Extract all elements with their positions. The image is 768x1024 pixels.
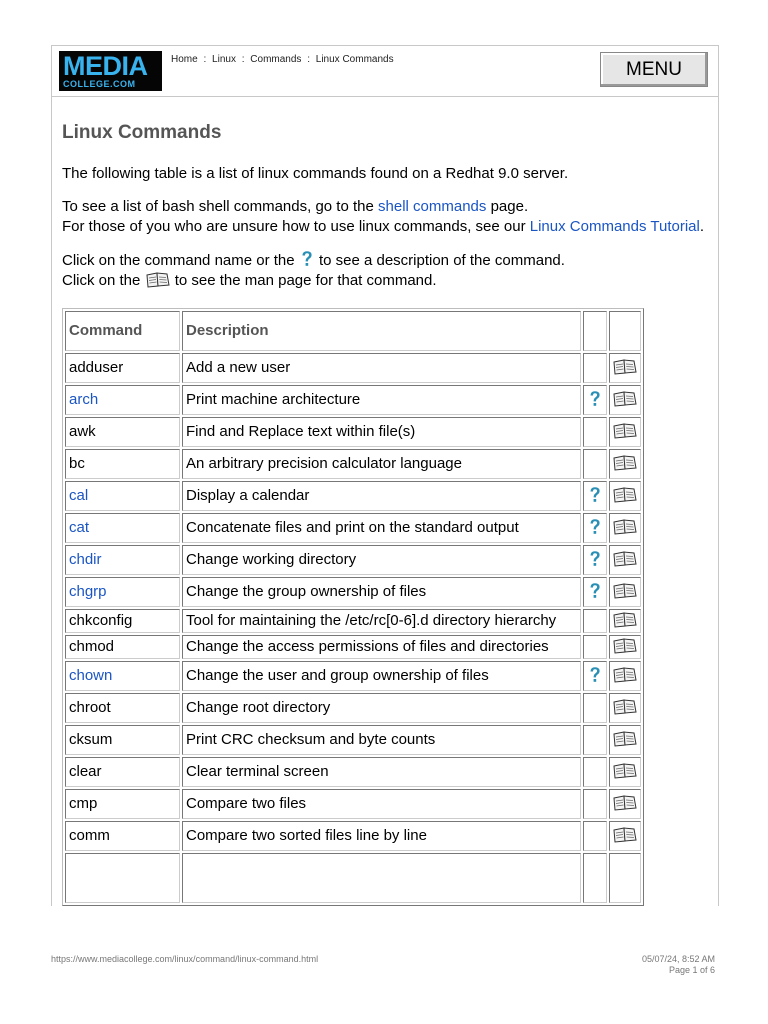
- breadcrumb-linux[interactable]: Linux: [212, 54, 236, 65]
- breadcrumb-separator: :: [241, 54, 245, 65]
- man-page-cell: [609, 577, 641, 607]
- command-description-cell: Print machine architecture: [182, 385, 581, 415]
- help-cell: [583, 481, 607, 511]
- text: To see a list of bash shell commands, go to the: [62, 198, 379, 215]
- command-description-cell: Compare two files: [182, 789, 581, 819]
- man-page-cell: [609, 385, 641, 415]
- help-cell: [583, 513, 607, 543]
- table-row: [65, 417, 641, 447]
- command-link[interactable]: cat: [69, 519, 90, 536]
- man-page-cell: [609, 661, 641, 691]
- text: page.: [486, 198, 529, 215]
- open-book-icon[interactable]: [612, 359, 638, 376]
- question-mark-icon: [299, 250, 315, 268]
- help-cell: [583, 353, 607, 383]
- man-page-cell: [609, 545, 641, 575]
- man-page-cell: [609, 693, 641, 723]
- command-name-cell: [65, 385, 180, 415]
- command-name: chroot: [69, 699, 111, 716]
- help-cell: [583, 449, 607, 479]
- open-book-icon: [145, 271, 171, 289]
- open-book-icon[interactable]: [612, 487, 638, 504]
- command-name: chmod: [69, 638, 115, 655]
- question-mark-icon[interactable]: [587, 392, 603, 409]
- command-link[interactable]: arch: [69, 391, 99, 408]
- command-name-cell: [65, 821, 180, 851]
- table-row: [65, 661, 641, 691]
- help-cell: [583, 545, 607, 575]
- column-header-command: Command: [65, 311, 180, 351]
- open-book-icon[interactable]: [612, 455, 638, 472]
- command-description-cell: Compare two sorted files line by line: [182, 821, 581, 851]
- help-cell: [583, 577, 607, 607]
- command-name-cell: [65, 853, 180, 903]
- table-row: [65, 821, 641, 851]
- table-row: [65, 853, 641, 903]
- command-link[interactable]: chown: [69, 667, 113, 684]
- man-instruction-line: [62, 271, 708, 291]
- command-name: clear: [69, 763, 102, 780]
- command-name: bc: [69, 455, 85, 472]
- man-page-cell: [609, 635, 641, 659]
- breadcrumb-separator: :: [203, 54, 207, 65]
- help-cell: [583, 693, 607, 723]
- help-cell: [583, 821, 607, 851]
- table-row: [65, 789, 641, 819]
- table-row: [65, 449, 641, 479]
- breadcrumb-current: Linux Commands: [315, 54, 394, 65]
- help-cell: [583, 635, 607, 659]
- command-description-cell: Concatenate files and print on the standard output: [182, 513, 581, 543]
- command-link[interactable]: cal: [69, 487, 89, 504]
- page-title: Linux Commands: [62, 122, 222, 143]
- help-cell: [583, 609, 607, 633]
- breadcrumb-separator: :: [307, 54, 310, 65]
- table-row: [65, 609, 641, 633]
- command-description-cell: Add a new user: [182, 353, 581, 383]
- command-description-cell: Change the access permissions of files and directories: [182, 635, 581, 659]
- command-link[interactable]: chgrp: [69, 583, 107, 600]
- command-description-cell: Display a calendar: [182, 481, 581, 511]
- table-row: [65, 725, 641, 755]
- command-name-cell: [65, 693, 180, 723]
- command-name-cell: [65, 577, 180, 607]
- question-mark-icon[interactable]: [587, 668, 603, 685]
- open-book-icon[interactable]: [612, 391, 638, 408]
- intro-text: The following table is a list of linux commands found on a Redhat 9.0 server.: [62, 165, 569, 182]
- man-page-cell: [609, 417, 641, 447]
- open-book-icon[interactable]: [612, 519, 638, 536]
- command-description-cell: Print CRC checksum and byte counts: [182, 725, 581, 755]
- table-row: [65, 757, 641, 787]
- man-page-cell: [609, 757, 641, 787]
- command-name-cell: [65, 545, 180, 575]
- command-description-cell: Change working directory: [182, 545, 581, 575]
- man-page-cell: [609, 513, 641, 543]
- site-header: [52, 46, 718, 97]
- question-mark-icon[interactable]: [587, 552, 603, 569]
- question-mark-icon[interactable]: [587, 520, 603, 537]
- open-book-icon[interactable]: [612, 795, 638, 812]
- man-page-cell: [609, 789, 641, 819]
- help-cell: [583, 661, 607, 691]
- command-name-cell: [65, 661, 180, 691]
- table-row: [65, 635, 641, 659]
- open-book-icon[interactable]: [612, 423, 638, 440]
- breadcrumb-commands[interactable]: Commands: [250, 54, 302, 65]
- command-name-cell: [65, 635, 180, 659]
- breadcrumb-home[interactable]: Home: [171, 54, 198, 65]
- table-row: [65, 545, 641, 575]
- command-description-cell: [182, 853, 581, 903]
- text: Click on the command name or the: [62, 252, 299, 269]
- footer-date: [642, 954, 715, 976]
- footer-page-number: Page 1 of 6: [668, 965, 715, 975]
- text: to see the man page for that command.: [170, 272, 437, 289]
- open-book-icon[interactable]: [612, 699, 638, 716]
- command-name: awk: [69, 423, 96, 440]
- command-description-cell: Change root directory: [182, 693, 581, 723]
- command-name-cell: [65, 789, 180, 819]
- main-content: [52, 121, 718, 906]
- site-logo[interactable]: [59, 51, 162, 91]
- open-book-icon[interactable]: [612, 638, 638, 655]
- table-row: [65, 693, 641, 723]
- command-description-cell: An arbitrary precision calculator language: [182, 449, 581, 479]
- linux-commands-tutorial-link[interactable]: Linux Commands Tutorial: [529, 218, 700, 235]
- command-name-cell: [65, 609, 180, 633]
- man-page-cell: [609, 353, 641, 383]
- page-container: [51, 45, 719, 906]
- column-header-help: [583, 311, 607, 351]
- logo-subtext: COLLEGE.COM: [63, 79, 136, 89]
- command-description-cell: Change the group ownership of files: [182, 577, 581, 607]
- help-cell: [583, 757, 607, 787]
- table-row: [65, 577, 641, 607]
- table-row: [65, 353, 641, 383]
- man-page-cell: [609, 609, 641, 633]
- table-header-row: [65, 311, 641, 351]
- column-header-man: [609, 311, 641, 351]
- table-row: [65, 385, 641, 415]
- command-description-cell: Change the user and group ownership of files: [182, 661, 581, 691]
- help-cell: [583, 725, 607, 755]
- command-name: cmp: [69, 795, 98, 812]
- help-instruction-line: [62, 250, 708, 271]
- shell-commands-line: [62, 197, 708, 217]
- command-name-cell: [65, 417, 180, 447]
- command-name-cell: [65, 449, 180, 479]
- command-name-cell: [65, 513, 180, 543]
- help-cell: [583, 853, 607, 903]
- command-name: chkconfig: [69, 612, 133, 629]
- command-name: cksum: [69, 731, 113, 748]
- open-book-icon[interactable]: [612, 612, 638, 629]
- menu-button[interactable]: MENU: [600, 52, 708, 87]
- command-name: adduser: [69, 359, 124, 376]
- text: Click on the: [62, 272, 145, 289]
- text: For those of you who are unsure how to use linux commands, see our: [62, 218, 530, 235]
- shell-commands-link[interactable]: shell commands: [378, 198, 487, 215]
- breadcrumb: [171, 54, 394, 65]
- footer-timestamp: 05/07/24, 8:52 AM: [641, 954, 715, 964]
- open-book-icon[interactable]: [612, 763, 638, 780]
- man-page-cell: [609, 821, 641, 851]
- man-page-cell: [609, 449, 641, 479]
- column-header-description: Description: [182, 311, 581, 351]
- question-mark-icon[interactable]: [587, 488, 603, 505]
- tutorial-line: [62, 217, 708, 237]
- man-page-cell: [609, 853, 641, 903]
- man-page-cell: [609, 481, 641, 511]
- text: to see a description of the command.: [314, 252, 565, 269]
- command-description-cell: Find and Replace text within file(s): [182, 417, 581, 447]
- open-book-icon[interactable]: [612, 731, 638, 748]
- command-link[interactable]: chdir: [69, 551, 102, 568]
- command-name-cell: [65, 725, 180, 755]
- help-cell: [583, 385, 607, 415]
- commands-table: [62, 308, 644, 906]
- open-book-icon[interactable]: [612, 827, 638, 844]
- command-name-cell: [65, 481, 180, 511]
- command-description-cell: Clear terminal screen: [182, 757, 581, 787]
- command-name: comm: [69, 827, 110, 844]
- footer-url: https://www.mediacollege.com/linux/command/linux-command.html: [51, 954, 319, 964]
- text: .: [699, 218, 704, 235]
- command-name-cell: [65, 353, 180, 383]
- help-cell: [583, 789, 607, 819]
- table-row: [65, 513, 641, 543]
- logo-text: MEDIA: [63, 51, 148, 81]
- open-book-icon[interactable]: [612, 551, 638, 568]
- command-description-cell: Tool for maintaining the /etc/rc[0-6].d directory hierarchy: [182, 609, 581, 633]
- help-cell: [583, 417, 607, 447]
- table-row: [65, 481, 641, 511]
- question-mark-icon[interactable]: [587, 584, 603, 601]
- open-book-icon[interactable]: [612, 583, 638, 600]
- open-book-icon[interactable]: [612, 667, 638, 684]
- man-page-cell: [609, 725, 641, 755]
- command-name-cell: [65, 757, 180, 787]
